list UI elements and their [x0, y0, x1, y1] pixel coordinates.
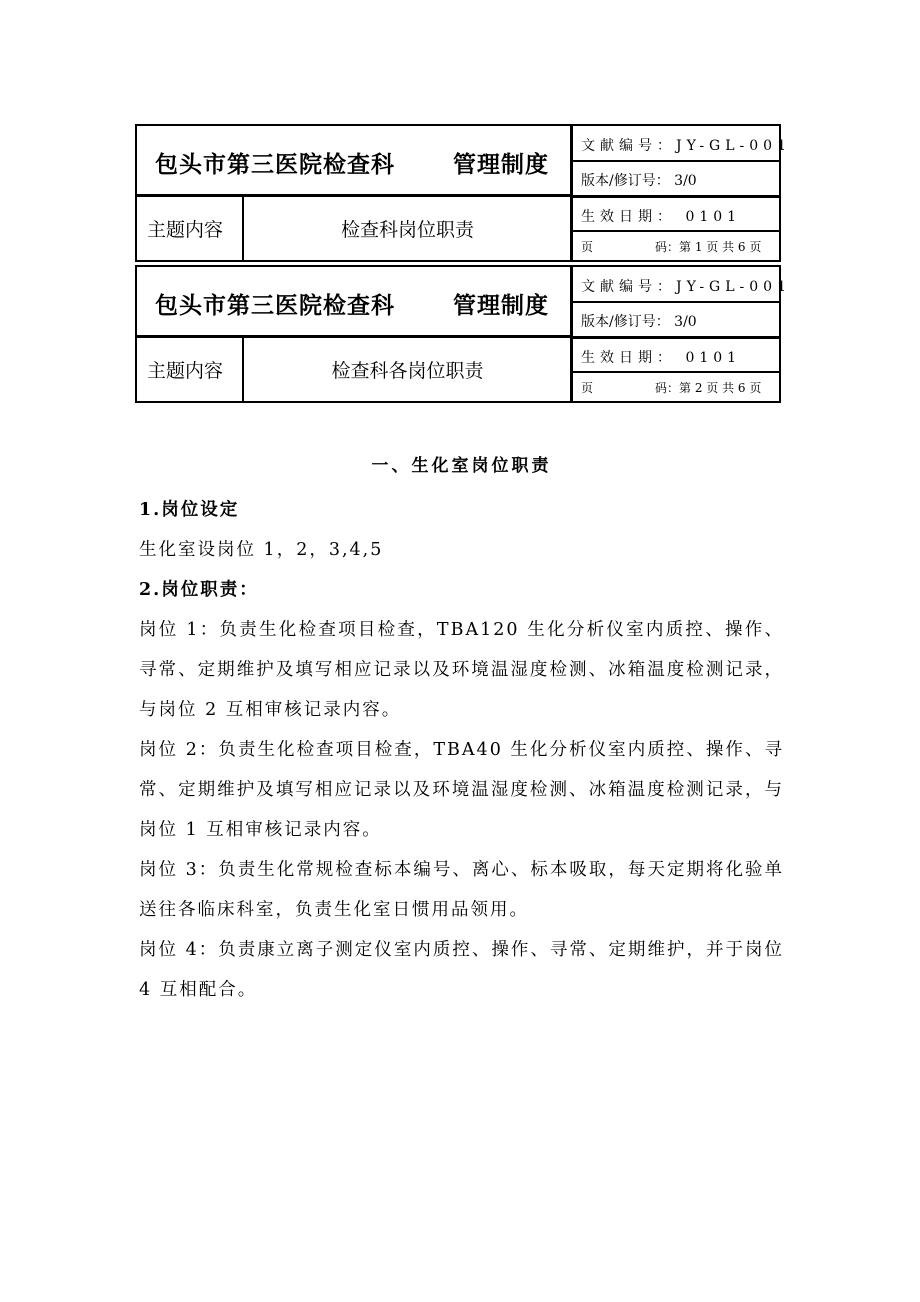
divider: [573, 160, 779, 162]
divider: [573, 230, 779, 232]
system-title: 管理制度: [453, 151, 549, 178]
page-number: [581, 238, 761, 255]
subject-label: 主题内容: [147, 360, 224, 382]
page-value: 码：第 2 页 共 6 页: [655, 381, 762, 395]
effective-date: 生效日期： 0101: [581, 209, 742, 225]
divider: [242, 196, 244, 260]
version: 版本/修订号： 3/0: [581, 314, 697, 330]
divider: [573, 336, 779, 339]
divider: [242, 337, 244, 401]
doc-number: 文献编号：JY-GL-001: [581, 279, 791, 295]
page-number: [581, 379, 761, 396]
divider: [570, 267, 573, 401]
divider: [573, 371, 779, 373]
heading-post-setup: 1.岗位设定: [139, 500, 240, 520]
version: 版本/修订号： 3/0: [581, 173, 697, 189]
duty-paragraph: 岗位 3：负责生化常规检查标本编号、离心、标本吸取，每天定期将化验单送往各临床科室，负责生化室日惯用品领用。: [139, 860, 784, 920]
effective-date: 生效日期： 0101: [581, 350, 742, 366]
duty-paragraph: 岗位 1：负责生化检查项目检查，TBA120 生化分析仪室内质控、操作、寻常、定期维护及填写相应记录以及环境温湿度检测、冰箱温度检测记录，与岗位 2 互相审核记录内容。: [139, 620, 784, 720]
document-header-1: [135, 124, 791, 262]
divider: [573, 195, 779, 198]
topic-value: 检查科各岗位职责: [331, 360, 484, 382]
divider: [573, 301, 779, 303]
doc-number: 文献编号：JY-GL-001: [581, 138, 791, 154]
divider: [570, 126, 573, 260]
topic-value: 检查科岗位职责: [340, 219, 474, 241]
post-setup-text: 生化室设岗位 1，2，3,4,5: [139, 540, 384, 560]
page-value: 码：第 1 页 共 6 页: [655, 240, 762, 254]
page-label: 页: [581, 381, 594, 395]
duty-paragraph: 岗位 2：负责生化检查项目检查，TBA40 生化分析仪室内质控、操作、寻常、定期维护及填写相应记录以及环境温湿度检测、冰箱温度检测记录，与岗位 1 互相审核记录内容。: [139, 740, 784, 840]
system-title: 管理制度: [453, 292, 549, 319]
duty-paragraph: 岗位 4：负责康立离子测定仪室内质控、操作、寻常、定期维护，并于岗位 4 互相配合。: [139, 940, 784, 1000]
document-body: [139, 452, 784, 1010]
divider: [137, 335, 570, 338]
heading-post-duties: 2.岗位职责：: [139, 580, 259, 600]
hospital-title: 包头市第三医院检查科: [155, 151, 395, 178]
divider: [137, 194, 570, 197]
section-title: 一、生化室岗位职责: [371, 456, 552, 476]
subject-label: 主题内容: [147, 219, 224, 241]
hospital-title: 包头市第三医院检查科: [155, 292, 395, 319]
page-label: 页: [581, 240, 594, 254]
document-header-2: [135, 265, 791, 403]
